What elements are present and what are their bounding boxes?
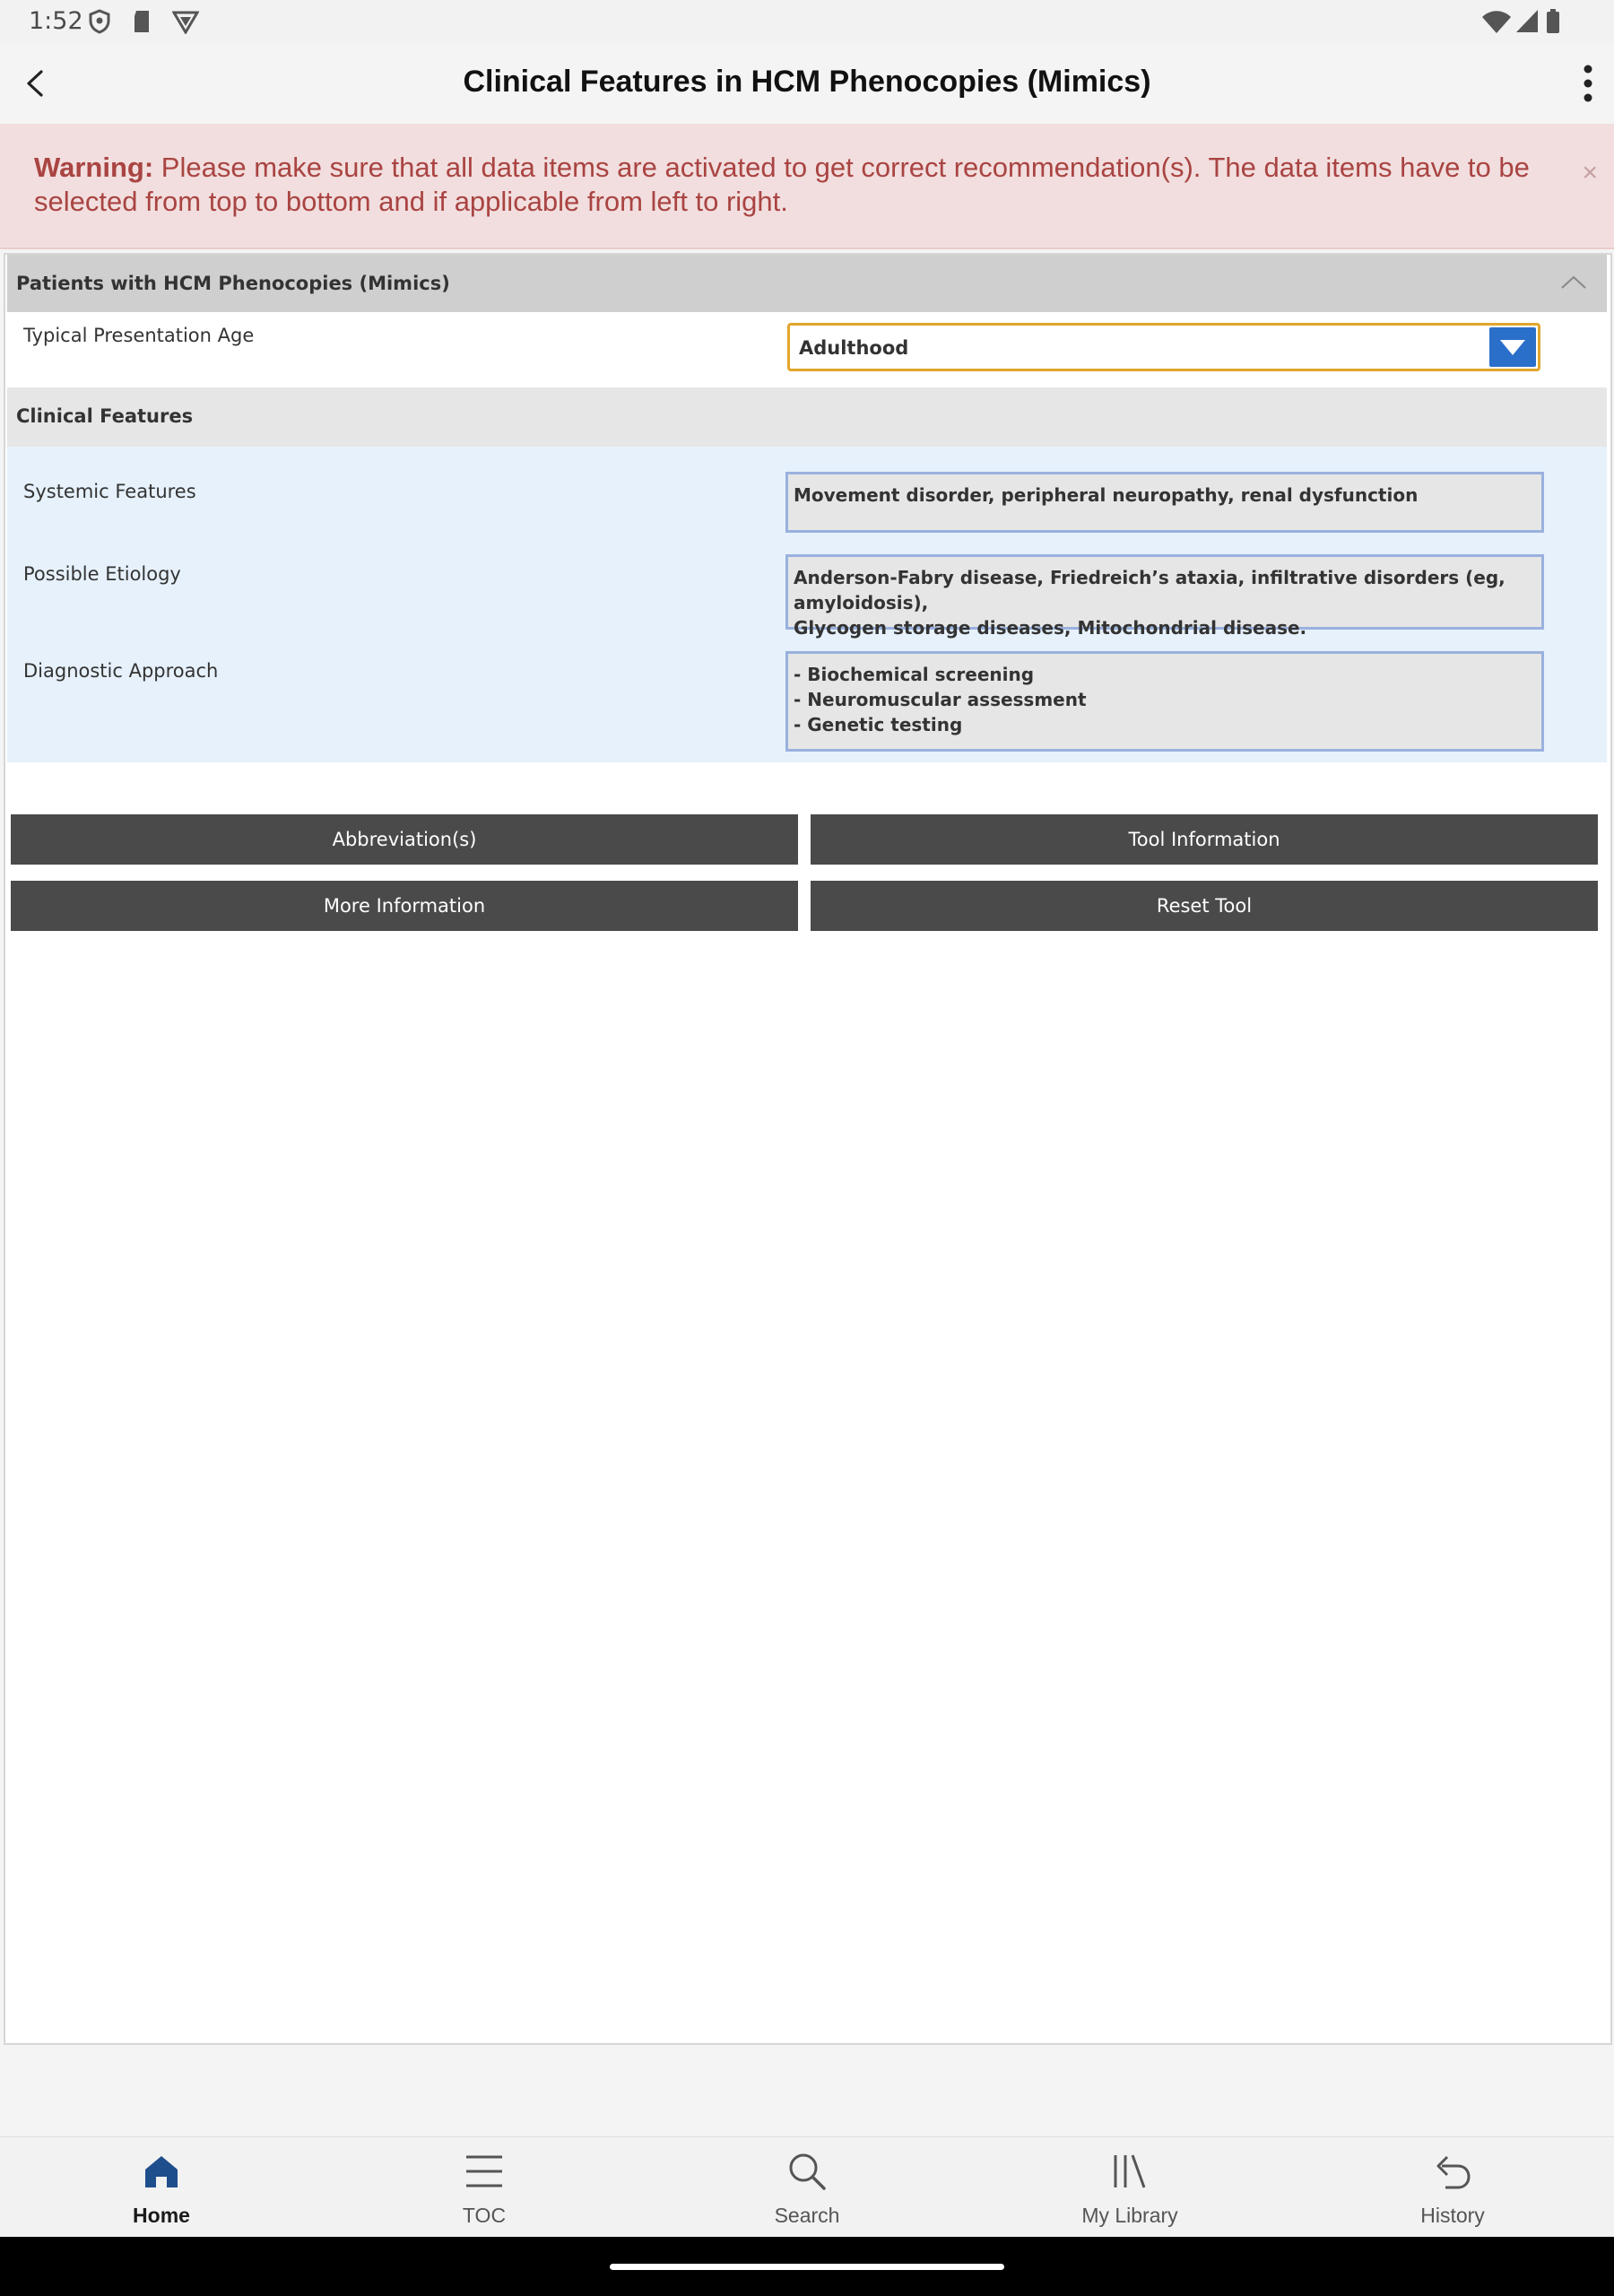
nav-home[interactable] — [0, 2137, 323, 2238]
section-title-clinical: Clinical Features — [16, 405, 194, 427]
status-bar — [0, 0, 1614, 43]
page-title: Clinical Features in HCM Phenocopies (Mimics) — [463, 65, 1151, 99]
section-header-clinical — [7, 387, 1607, 447]
nav-search[interactable] — [646, 2137, 968, 2238]
warning-text: Please make sure that all data items are activated to get correct recommendation(s). The data items have to be selected from top to bottom and if applicable from left to right. — [34, 152, 1530, 217]
sd-card-icon — [131, 9, 152, 34]
home-icon — [142, 2152, 181, 2191]
etiology-line-1: Anderson-Fabry disease, Friedreich’s ataxia, infiltrative disorders (eg, amyloidosis), — [794, 567, 1506, 613]
diagnostic-value — [785, 651, 1544, 752]
section-title-patients: Patients with HCM Phenocopies (Mimics) — [16, 273, 450, 294]
age-select[interactable] — [787, 323, 1540, 371]
close-icon[interactable]: × — [1582, 158, 1598, 187]
signal-icon — [1515, 9, 1539, 34]
reset-tool-button[interactable]: Reset Tool — [811, 881, 1598, 931]
nav-toc-label: TOC — [462, 2204, 507, 2227]
age-label: Typical Presentation Age — [23, 325, 255, 346]
systemic-value — [785, 472, 1544, 533]
status-time: 1:52 — [29, 7, 83, 35]
bottom-navigation — [0, 2136, 1614, 2237]
abbreviations-button[interactable]: Abbreviation(s) — [11, 814, 798, 865]
nav-my-library[interactable] — [968, 2137, 1291, 2238]
diagnostic-item: - Biochemical screening — [794, 664, 1035, 685]
diagnostic-item: - Neuromuscular assessment — [794, 689, 1087, 710]
app-bar — [0, 43, 1614, 124]
diagnostic-label: Diagnostic Approach — [23, 660, 219, 682]
nav-toc[interactable] — [323, 2137, 646, 2238]
dropdown-arrow-icon[interactable] — [1489, 327, 1536, 367]
systemic-value-text: Movement disorder, peripheral neuropathy, renal dysfunction — [794, 484, 1419, 506]
etiology-line-2: Glycogen storage diseases, Mitochondrial disease. — [794, 617, 1307, 639]
age-select-value: Adulthood — [799, 337, 909, 359]
wifi-icon — [1481, 9, 1512, 34]
warning-prefix: Warning: — [34, 152, 154, 183]
battery-icon — [1546, 9, 1560, 34]
nav-home-label: Home — [133, 2204, 190, 2227]
nav-my-library-label: My Library — [1081, 2204, 1178, 2227]
section-header-patients[interactable] — [7, 255, 1607, 312]
nav-history[interactable] — [1291, 2137, 1614, 2238]
tool-information-button[interactable]: Tool Information — [811, 814, 1598, 865]
history-icon — [1433, 2152, 1472, 2191]
search-icon — [787, 2152, 827, 2191]
warning-alert — [0, 124, 1614, 249]
gesture-handle[interactable] — [610, 2264, 1004, 2270]
nav-search-label: Search — [774, 2204, 840, 2227]
more-vertical-icon[interactable] — [1575, 61, 1601, 106]
nav-history-label: History — [1420, 2204, 1485, 2227]
menu-icon — [464, 2152, 504, 2191]
etiology-value — [785, 554, 1544, 639]
systemic-label: Systemic Features — [23, 481, 196, 502]
etiology-label: Possible Etiology — [23, 563, 181, 585]
chevron-up-icon[interactable] — [1560, 273, 1587, 291]
library-icon — [1110, 2152, 1150, 2191]
more-information-button[interactable]: More Information — [11, 881, 798, 931]
gesture-bar — [0, 2237, 1614, 2296]
diagnostic-item: - Genetic testing — [794, 714, 963, 735]
vpn-icon — [172, 9, 199, 34]
shield-icon — [88, 9, 111, 34]
tool-panel — [4, 253, 1612, 2045]
